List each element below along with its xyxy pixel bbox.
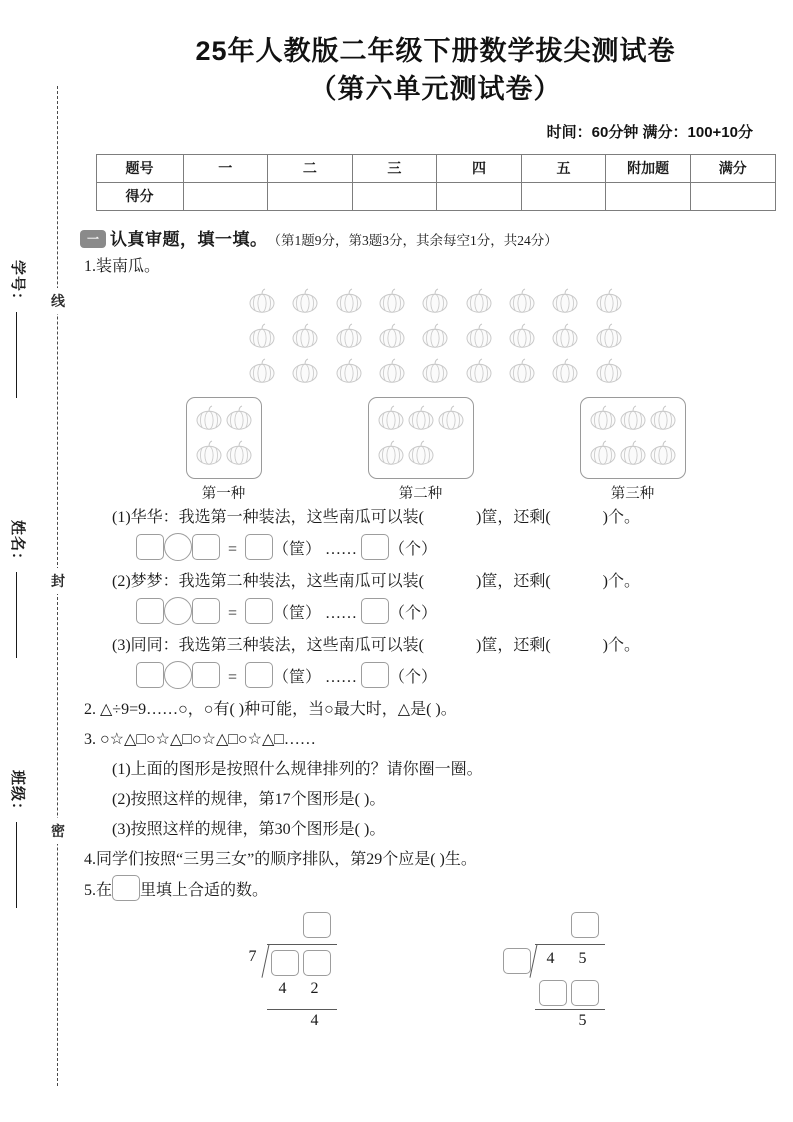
- pumpkin-icon: [594, 286, 624, 316]
- pumpkin-icon: [464, 286, 494, 316]
- pumpkin-item: [377, 356, 407, 391]
- pumpkin-item: [507, 286, 537, 321]
- margin-rule-class: [16, 822, 17, 908]
- score-col-total: 满分: [690, 154, 775, 182]
- eq1-operand-a[interactable]: [136, 534, 164, 560]
- pumpkin-item: [420, 356, 450, 391]
- score-col-1: 一: [183, 154, 268, 182]
- page-subtitle: （第六单元测试卷）: [309, 74, 562, 105]
- margin-field-class: [8, 770, 29, 940]
- pumpkin-icon: [507, 286, 537, 316]
- q1-part2-suffix: )个。: [602, 572, 641, 590]
- seal-char-line: 线: [48, 288, 68, 314]
- pumpkin-icon: [290, 321, 320, 351]
- eq2-equals-sign: =: [228, 604, 238, 622]
- table-row: [96, 154, 775, 182]
- pumpkin-icon: [406, 438, 436, 468]
- score-cell-bonus[interactable]: [606, 182, 691, 210]
- pumpkin-item: [247, 321, 277, 356]
- pumpkin-item: [247, 286, 277, 321]
- pumpkin-icon: [594, 356, 624, 386]
- pumpkin-icon: [247, 286, 277, 316]
- pumpkin-item: [334, 321, 364, 356]
- question-1-stem: [84, 252, 793, 282]
- eq1-operator-circle[interactable]: [164, 533, 192, 561]
- exam-sheet: [78, 0, 793, 1122]
- pumpkin-icon: [618, 438, 648, 468]
- question-3-part-3[interactable]: (3)按照这样的规律，第30个图形是( )。: [112, 820, 386, 838]
- margin-label-class: 班级：: [9, 770, 26, 819]
- q1-part3-mid: )筐，还剩(: [476, 636, 551, 654]
- pumpkin-item: [594, 321, 624, 356]
- pumpkin-item: [334, 286, 364, 321]
- basket-option-3: [580, 397, 686, 503]
- pumpkin-item: [420, 286, 450, 321]
- basket-label: 第一种: [201, 485, 246, 502]
- pumpkin-icon: [334, 356, 364, 386]
- pumpkin-icon: [406, 403, 436, 433]
- pumpkin-item: [377, 286, 407, 321]
- q1-part3-prefix: (3)同同：我选第三种装法，这些南瓜可以装(: [112, 636, 424, 654]
- basket-box: [186, 397, 262, 479]
- pumpkin-grid: [241, 286, 631, 391]
- pumpkin-icon: [436, 403, 466, 433]
- pumpkin-item: [588, 438, 618, 473]
- eq2-unit-1: （筐）: [273, 604, 322, 622]
- score-cell-total[interactable]: [690, 182, 775, 210]
- eq3-dots: ……: [325, 668, 358, 686]
- pumpkin-item: [648, 403, 678, 438]
- pumpkin-item: [194, 403, 224, 438]
- q1-part1-suffix: )个。: [602, 508, 641, 526]
- pumpkin-icon: [194, 403, 224, 433]
- subtrahend-digit-2: 2: [310, 979, 319, 997]
- long-division-2: [495, 912, 645, 1034]
- seal-char-feng: 封: [48, 568, 68, 594]
- margin-field-student-id: [8, 260, 29, 430]
- pumpkin-item: [290, 321, 320, 356]
- pumpkin-icon: [224, 438, 254, 468]
- score-row-label-2: 得分: [96, 182, 183, 210]
- margin-label-student-id: 学号：: [9, 260, 26, 309]
- pumpkin-item: [290, 286, 320, 321]
- pumpkin-item: [648, 438, 678, 473]
- q1-part3-suffix: )个。: [602, 636, 641, 654]
- eq3-unit-1: （筐）: [273, 668, 322, 686]
- pumpkin-icon: [648, 403, 678, 433]
- division-bar: [535, 944, 605, 945]
- dividend-digit-2: 5: [578, 949, 587, 967]
- subtrahend-box-1[interactable]: [539, 980, 567, 1006]
- pumpkin-icon: [377, 356, 407, 386]
- pumpkin-item: [594, 356, 624, 391]
- pumpkin-item: [436, 403, 466, 438]
- pumpkin-item: [618, 438, 648, 473]
- long-division-1: [227, 912, 377, 1034]
- basket-option-2: [368, 397, 474, 503]
- pumpkin-icon: [507, 356, 537, 386]
- question-1-part-2: [112, 567, 793, 597]
- pumpkin-item: [464, 356, 494, 391]
- pumpkin-item: [334, 356, 364, 391]
- question-2: 2. △÷9=9……○，○有( )种可能，当○最大时，△是( )。: [84, 700, 457, 718]
- score-col-bonus: 附加题: [606, 154, 691, 182]
- long-division-area: [78, 912, 793, 1034]
- eq1-operand-b[interactable]: [192, 534, 220, 560]
- divisor-value: 7: [248, 947, 257, 965]
- basket-label: 第三种: [610, 485, 655, 502]
- pumpkin-item: [464, 286, 494, 321]
- pumpkin-item: [406, 403, 436, 438]
- seal-char-mi: 密: [48, 818, 68, 844]
- eq2-operator-circle[interactable]: [164, 597, 192, 625]
- pumpkin-icon: [334, 286, 364, 316]
- section-one-header: [80, 225, 793, 250]
- pumpkin-item: [194, 438, 224, 473]
- q1-part1-mid: )筐，还剩(: [476, 508, 551, 526]
- score-row-label-1: 题号: [96, 154, 183, 182]
- q1-part1-prefix: (1)华华：我选第一种装法，这些南瓜可以装(: [112, 508, 424, 526]
- title-block: [78, 0, 793, 109]
- pumpkin-item: [224, 438, 254, 473]
- basket-box: [368, 397, 474, 479]
- pumpkin-icon: [224, 403, 254, 433]
- pumpkin-icon: [247, 321, 277, 351]
- score-cell-3[interactable]: [352, 182, 437, 210]
- pumpkin-icon: [420, 356, 450, 386]
- pumpkin-item: [224, 403, 254, 438]
- exam-meta: 时间：60分钟 满分：100+10分: [546, 123, 753, 141]
- eq1-equals-sign: =: [228, 540, 238, 558]
- q5-suffix: 里填上合适的数。: [140, 881, 269, 899]
- division-bar: [267, 944, 337, 945]
- pumpkin-icon: [377, 321, 407, 351]
- pumpkin-icon: [290, 286, 320, 316]
- eq2-operand-b[interactable]: [192, 598, 220, 624]
- table-row: [96, 182, 775, 210]
- eq3-operand-b[interactable]: [192, 662, 220, 688]
- pumpkin-item: [377, 321, 407, 356]
- question-3-part-1: (1)上面的图形是按照什么规律排列的？请你圈一圈。: [112, 760, 483, 778]
- remainder-value: 5: [578, 1011, 587, 1029]
- question-1-part-3-equation: [136, 661, 793, 695]
- eq1-unit-2: （个）: [389, 540, 438, 558]
- pumpkin-item: [420, 321, 450, 356]
- eq2-operand-a[interactable]: [136, 598, 164, 624]
- pumpkin-icon: [334, 321, 364, 351]
- division-slash: [261, 944, 269, 977]
- question-4: 4.同学们按照“三男三女”的顺序排队，第29个应是( )生。: [84, 850, 477, 868]
- pumpkin-icon: [588, 438, 618, 468]
- question-1-text: 装南瓜。: [96, 257, 161, 275]
- score-col-4: 四: [437, 154, 522, 182]
- pumpkin-icon: [550, 286, 580, 316]
- pumpkin-icon: [507, 321, 537, 351]
- pumpkin-item: [588, 403, 618, 438]
- section-one-note: （第1题9分，第3题3分，其余每空1分，共24分）: [267, 232, 558, 248]
- question-1-part-3: [112, 631, 793, 661]
- pumpkin-item: [594, 286, 624, 321]
- pumpkin-icon: [290, 356, 320, 386]
- pumpkin-icon: [420, 321, 450, 351]
- question-5-stem: [84, 875, 793, 906]
- pumpkin-item: [507, 356, 537, 391]
- q1-part2-mid: )筐，还剩(: [476, 572, 551, 590]
- pumpkin-item: [550, 356, 580, 391]
- eq2-dots: ……: [325, 604, 358, 622]
- divisor-box[interactable]: [503, 948, 531, 974]
- basket-row: [186, 397, 686, 503]
- pumpkin-icon: [550, 356, 580, 386]
- q5-prefix: 5.在: [84, 881, 113, 899]
- score-cell-2[interactable]: [268, 182, 353, 210]
- eq2-remainder[interactable]: [361, 598, 389, 624]
- pumpkin-item: [406, 438, 436, 473]
- pumpkin-item: [464, 321, 494, 356]
- pumpkin-item: [618, 403, 648, 438]
- eq3-operator-circle[interactable]: [164, 661, 192, 689]
- basket-box: [580, 397, 686, 479]
- pumpkin-item: [550, 286, 580, 321]
- score-cell-4[interactable]: [437, 182, 522, 210]
- margin-rule-student-id: [16, 312, 17, 398]
- eq1-dots: ……: [325, 540, 358, 558]
- page-title: 25年人教版二年级下册数学拔尖测试卷: [195, 36, 676, 66]
- score-col-5: 五: [521, 154, 606, 182]
- section-number-badge: 一: [80, 230, 106, 248]
- score-cell-5[interactable]: [521, 182, 606, 210]
- eq1-remainder[interactable]: [361, 534, 389, 560]
- section-one-title: 认真审题，填一填。: [110, 229, 268, 249]
- score-table: [96, 154, 776, 211]
- question-1-part-1: [112, 503, 793, 533]
- subtraction-bar: [535, 1009, 605, 1010]
- eq3-quotient[interactable]: [245, 662, 273, 688]
- pumpkin-icon: [588, 403, 618, 433]
- pumpkin-icon: [247, 356, 277, 386]
- pumpkin-icon: [376, 403, 406, 433]
- margin-field-name: [8, 520, 29, 690]
- pumpkin-icon: [194, 438, 224, 468]
- eq3-equals-sign: =: [228, 668, 238, 686]
- dividend-box-2[interactable]: [303, 950, 331, 976]
- quotient-box[interactable]: [303, 912, 331, 938]
- question-1-number: 1.: [84, 257, 96, 275]
- margin-label-name: 姓名：: [9, 520, 26, 569]
- margin-rule-name: [16, 572, 17, 658]
- pumpkin-icon: [648, 438, 678, 468]
- dividend-box-1[interactable]: [271, 950, 299, 976]
- question-3-part-2[interactable]: (2)按照这样的规律，第17个图形是( )。: [112, 790, 386, 808]
- q5-inline-box[interactable]: [112, 875, 140, 901]
- pumpkin-item: [507, 321, 537, 356]
- pumpkin-icon: [594, 321, 624, 351]
- pumpkin-icon: [377, 286, 407, 316]
- subtrahend-box-2[interactable]: [571, 980, 599, 1006]
- pumpkin-icon: [464, 321, 494, 351]
- pumpkin-item: [376, 403, 406, 438]
- basket-label: 第二种: [398, 485, 443, 502]
- question-3-pattern: 3. ○☆△□○☆△□○☆△□○☆△□……: [84, 730, 316, 748]
- eq1-quotient[interactable]: [245, 534, 273, 560]
- pumpkin-item: [290, 356, 320, 391]
- pumpkin-item: [247, 356, 277, 391]
- pumpkin-icon: [420, 286, 450, 316]
- question-1-part-1-equation: [136, 533, 793, 567]
- score-cell-1[interactable]: [183, 182, 268, 210]
- pumpkin-icon: [618, 403, 648, 433]
- q1-part2-prefix: (2)梦梦：我选第二种装法，这些南瓜可以装(: [112, 572, 424, 590]
- score-col-3: 三: [352, 154, 437, 182]
- eq2-quotient[interactable]: [245, 598, 273, 624]
- pumpkin-item: [376, 438, 406, 473]
- score-col-2: 二: [268, 154, 353, 182]
- subtraction-bar: [267, 1009, 337, 1010]
- pumpkin-item: [550, 321, 580, 356]
- pumpkin-icon: [464, 356, 494, 386]
- quotient-box[interactable]: [571, 912, 599, 938]
- eq3-operand-a[interactable]: [136, 662, 164, 688]
- sealing-margin: [0, 0, 78, 1122]
- eq2-unit-2: （个）: [389, 604, 438, 622]
- pumpkin-icon: [550, 321, 580, 351]
- subtrahend-digit-1: 4: [278, 979, 287, 997]
- remainder-value: 4: [310, 1011, 319, 1029]
- basket-option-1: [186, 397, 262, 503]
- dividend-digit-1: 4: [546, 949, 555, 967]
- question-1-part-2-equation: [136, 597, 793, 631]
- pumpkin-icon: [376, 438, 406, 468]
- eq1-unit-1: （筐）: [273, 540, 322, 558]
- eq3-unit-2: （个）: [389, 668, 438, 686]
- eq3-remainder[interactable]: [361, 662, 389, 688]
